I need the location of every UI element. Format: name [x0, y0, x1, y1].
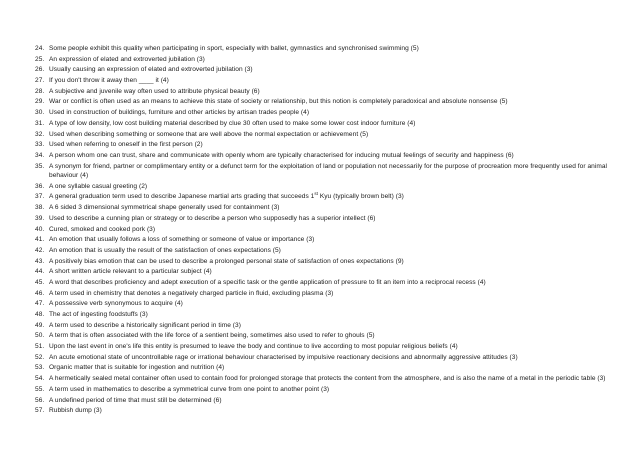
clue-item	[35, 130, 627, 140]
clue-item	[35, 396, 627, 406]
clue-item	[35, 289, 627, 299]
clue-number: 47.	[35, 300, 45, 308]
clue-item	[35, 353, 627, 363]
clue-number: 48.	[35, 311, 45, 318]
clue-text: A undefined period of time that must still be determined (6)	[49, 396, 222, 404]
clue-number: 36.	[35, 182, 45, 190]
clue-text: An acute emotional state of uncontrollable rage or irrational behaviour characterised by impulsive reactionary decisions and abnormally aggressive attitudes (3)	[49, 353, 518, 361]
ordinal-suffix: st	[314, 191, 318, 197]
clue-item	[35, 192, 627, 202]
clue-item	[35, 162, 627, 181]
clue-number: 43.	[35, 257, 45, 265]
clue-number: 44.	[35, 268, 45, 276]
clue-item	[35, 87, 627, 97]
clue-text: A short written article relevant to a particular subject (4)	[49, 268, 212, 276]
clue-text: A word that describes proficiency and adept execution of a specific task or the gentle application of pressure to fit an item into a reciprocal recess (4)	[49, 278, 486, 286]
clue-item	[35, 257, 627, 267]
clue-number: 49.	[35, 321, 45, 329]
clue-item	[35, 44, 627, 54]
clue-number: 31.	[35, 119, 45, 127]
clue-number: 42.	[35, 246, 45, 254]
clue-number: 53.	[35, 364, 45, 372]
clue-number: 57.	[35, 407, 45, 415]
clue-text: An emotion that usually follows a loss of something or someone of value or importance (3)	[49, 236, 315, 244]
clue-text: A one syllable casual greeting (2)	[49, 182, 148, 190]
clue-item	[35, 65, 627, 75]
clue-text: Upon the last event in one's life this entity is presumed to leave the body and continue to live according to most popular religious beliefs (4)	[49, 343, 458, 351]
clue-text: A hermetically sealed metal container often used to contain food for prolonged storage that protects the content from the atmosphere, and is also the name of a metal in the periodic table (3)	[49, 375, 606, 383]
clue-text: A type of low density, low cost building material described by clue 30 often used to make some lower cost indoor furniture (4)	[49, 119, 416, 127]
clue-text: A general graduation term used to describe Japanese martial arts grading that succeeds 1st Kyu (typically brown belt) (3)	[49, 191, 404, 201]
clue-number: 56.	[35, 396, 45, 404]
clue-item	[35, 246, 627, 256]
clue-item	[35, 331, 627, 341]
clue-text: Used to describe a cunning plan or strategy or to describe a person who supposedly has a superior intellect (6)	[49, 214, 376, 222]
clue-item	[35, 140, 627, 150]
clue-text: An emotion that is usually the result of the satisfaction of ones expectations (5)	[49, 246, 281, 254]
clue-text: War or conflict is often used as an means to achieve this state of society or relationship, but this notion is completely paradoxical and absolute nonsense (5)	[49, 98, 508, 106]
clue-number: 26.	[35, 66, 45, 74]
clue-item	[35, 214, 627, 224]
clue-text: A subjective and juvenile way often used to attribute physical beauty (6)	[49, 87, 260, 95]
clue-list	[35, 44, 627, 417]
clue-text: An expression of elated and extroverted jubilation (3)	[49, 55, 205, 63]
clue-text: Rubbish dump (3)	[49, 407, 102, 415]
clue-number: 28.	[35, 87, 45, 95]
clue-number: 27.	[35, 77, 45, 85]
clue-number: 30.	[35, 109, 45, 117]
clue-number: 40.	[35, 225, 45, 233]
clue-text: Used when referring to oneself in the first person (2)	[49, 141, 203, 149]
clue-number: 51.	[35, 343, 45, 351]
clue-text: Organic matter that is suitable for ingestion and nutrition (4)	[49, 364, 225, 372]
clue-number: 38.	[35, 204, 45, 212]
clue-text: If you don't throw it away then ____ it (4)	[49, 77, 169, 85]
clue-item	[35, 310, 627, 320]
clue-item	[35, 108, 627, 118]
clue-number: 25.	[35, 55, 45, 63]
clue-item	[35, 321, 627, 331]
clue-number: 39.	[35, 214, 45, 222]
clue-text: Used when describing something or someone that are well above the normal expectation or achievement (5)	[49, 130, 369, 138]
clue-text: A term used in mathematics to describe a symmetrical curve from one point to another point (3)	[49, 385, 330, 393]
clue-text: A term that is often associated with the life force of a sentient being, sometimes also used to refer to ghouls (5)	[49, 332, 375, 340]
clue-text: A 6 sided 3 dimensional symmetrical shape generally used for containment (3)	[49, 204, 280, 212]
clue-number: 50.	[35, 332, 45, 340]
clue-number: 46.	[35, 289, 45, 297]
clue-item	[35, 76, 627, 86]
clue-item	[35, 55, 627, 65]
clue-text: Some people exhibit this quality when participating in sport, especially with ballet, gymnastics and synchronised swimming (5)	[49, 45, 419, 52]
clue-number: 55.	[35, 385, 45, 393]
clue-text: A term used in chemistry that denotes a negatively charged particle in fluid, excluding plasma (3)	[49, 289, 334, 297]
clue-item	[35, 119, 627, 129]
clue-number: 54.	[35, 375, 45, 383]
clue-text: A person whom one can trust, share and communicate with openly whom are typically characterised for inducing mutual feelings of security and happiness (6)	[49, 151, 514, 159]
clue-item	[35, 151, 627, 161]
clue-item	[35, 278, 627, 288]
clue-text: The act of ingesting foodstuffs (3)	[49, 311, 148, 318]
clue-number: 32.	[35, 130, 45, 138]
clue-text: A positively bias emotion that can be used to describe a prolonged personal state of satisfaction of ones expectations (9)	[49, 257, 404, 265]
clue-number: 37.	[35, 193, 45, 201]
clue-text: A possessive verb synonymous to acquire (4)	[49, 300, 183, 308]
clue-text: Used in construction of buildings, furniture and other articles by artisan trades people (4)	[49, 109, 310, 117]
clue-text: Usually causing an expression of elated and extroverted jubilation (3)	[49, 66, 253, 74]
clue-number: 33.	[35, 141, 45, 149]
clue-item	[35, 235, 627, 245]
clue-number: 35.	[35, 162, 45, 170]
clue-number: 24.	[35, 45, 45, 52]
clue-item	[35, 363, 627, 373]
clue-item	[35, 203, 627, 213]
clue-item	[35, 374, 627, 384]
clue-item	[35, 182, 627, 192]
clue-text: Cured, smoked and cooked pork (3)	[49, 225, 156, 233]
clue-number: 41.	[35, 236, 45, 244]
clue-item	[35, 299, 627, 309]
clue-item	[35, 267, 627, 277]
clue-item	[35, 385, 627, 395]
clue-item	[35, 97, 627, 107]
clue-item	[35, 225, 627, 235]
clue-number: 34.	[35, 151, 45, 159]
clue-text: A term used to describe a historically significant period in time (3)	[49, 321, 241, 329]
clue-text: A synonym for friend, partner or complimentary entity or a defunct term for the exploitation of land or population not necessarily for the purpose of procreation more frequently used for animal behaviour (4)	[49, 162, 608, 180]
clue-item	[35, 406, 627, 416]
clue-number: 52.	[35, 353, 45, 361]
clue-number: 29.	[35, 98, 45, 106]
clue-item	[35, 342, 627, 352]
clue-number: 45.	[35, 278, 45, 286]
